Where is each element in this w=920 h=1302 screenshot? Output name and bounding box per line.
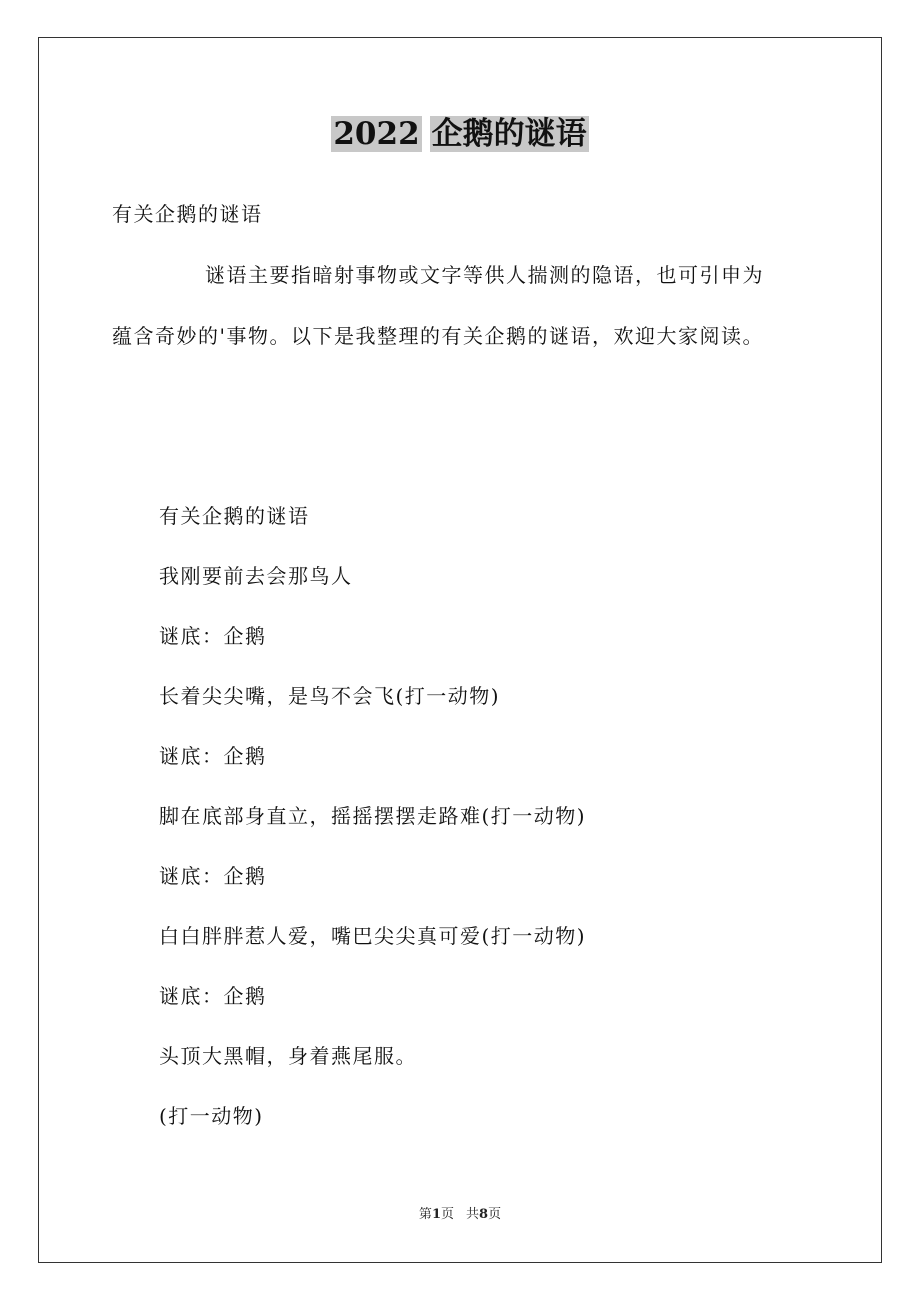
intro-paragraph-line-2: 蕴含奇妙的'事物。以下是我整理的有关企鹅的谜语，欢迎大家阅读。	[112, 324, 764, 348]
list-item: 谜底：企鹅	[159, 984, 267, 1008]
list-item: 谜底：企鹅	[159, 624, 267, 648]
document-title	[331, 112, 588, 156]
title-text: 企鹅的谜语	[431, 116, 587, 152]
list-item: 头顶大黑帽，身着燕尾服。	[159, 1044, 417, 1068]
list-item: 有关企鹅的谜语	[159, 504, 310, 528]
list-item: 谜底：企鹅	[159, 864, 267, 888]
list-item: 白白胖胖惹人爱，嘴巴尖尖真可爱(打一动物)	[159, 924, 587, 948]
footer-page-prefix: 第	[418, 1207, 432, 1222]
footer-total-pages: 8	[479, 1207, 489, 1222]
list-item: 谜底：企鹅	[159, 744, 267, 768]
page-footer	[0, 1206, 920, 1224]
title-year: 2022	[333, 116, 420, 152]
intro-paragraph-line-1: 谜语主要指暗射事物或文字等供人揣测的隐语，也可引申为	[205, 263, 764, 287]
list-item: 长着尖尖嘴，是鸟不会飞(打一动物)	[159, 684, 501, 708]
footer-total-suffix: 页	[488, 1207, 502, 1222]
list-item: 脚在底部身直立，摇摇摆摆走路难(打一动物)	[159, 804, 587, 828]
subheading: 有关企鹅的谜语	[112, 202, 263, 226]
title-container	[0, 112, 920, 156]
footer-page-suffix: 页	[440, 1207, 454, 1222]
list-item: (打一动物)	[159, 1104, 264, 1128]
footer-page-number: 1	[431, 1207, 441, 1222]
list-item: 我刚要前去会那鸟人	[159, 564, 353, 588]
footer-total-prefix: 共	[466, 1207, 480, 1222]
